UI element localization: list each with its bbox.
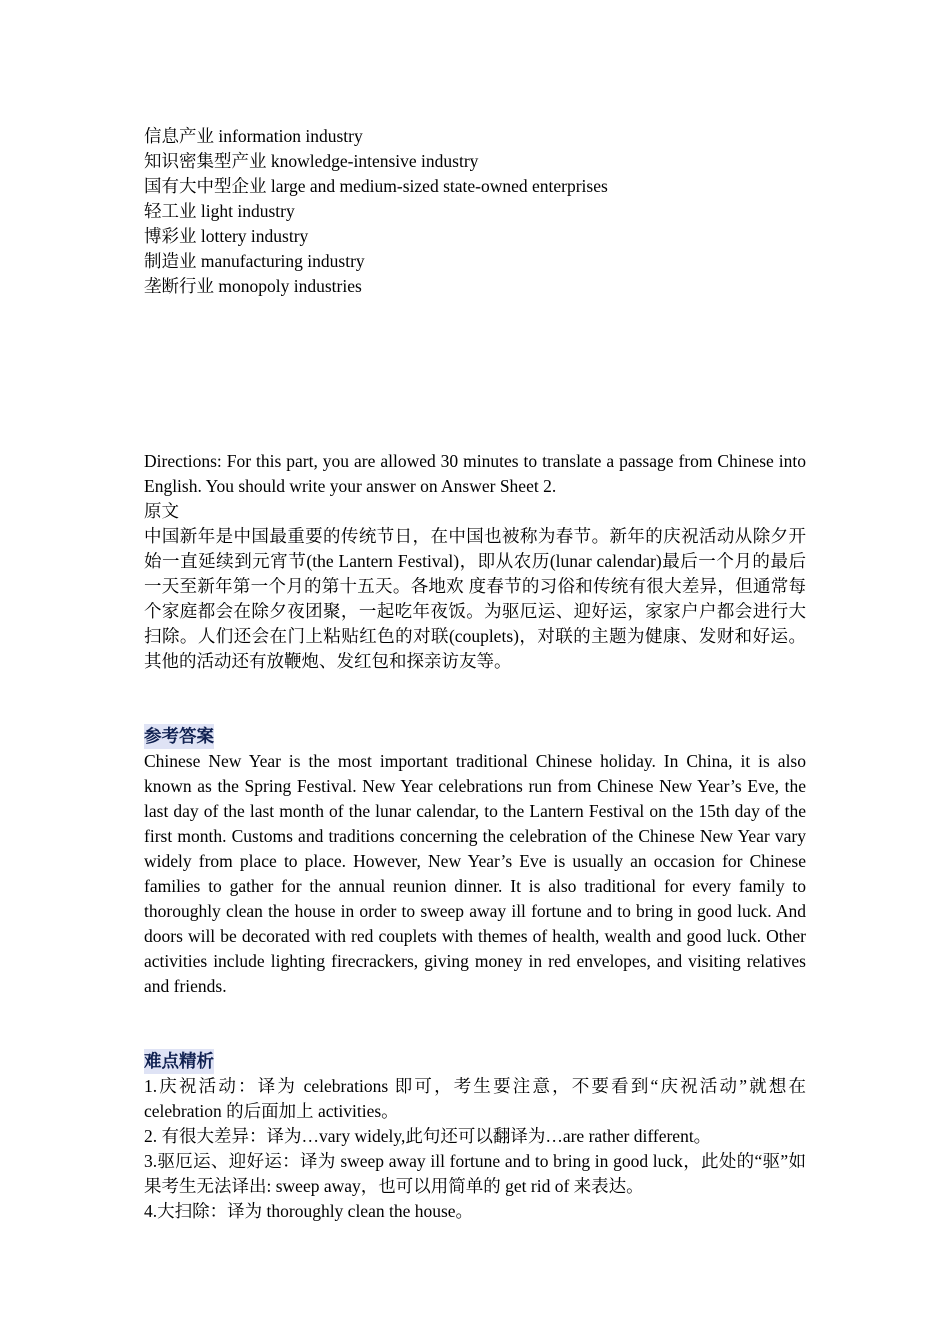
- analysis-item: 1.庆祝活动：译为 celebrations 即可，考生要注意，不要看到“庆祝活动”就想在 celebration 的后面加上 activities。: [144, 1076, 806, 1121]
- analysis-section: [144, 1049, 806, 1224]
- vocab-item: 制造业 manufacturing industry: [144, 251, 365, 271]
- vocab-item: 国有大中型企业 large and medium-sized state-owned enterprises: [144, 176, 608, 196]
- answer-passage: Chinese New Year is the most important traditional Chinese holiday. In China, it is also known as the Spring Festival. New Year celebrations run from Chinese New Year’s Eve, the last day of the last month of the lunar calendar, to the Lantern Festival on the 15th day of the first month. Customs and traditions concerning the celebration of the Chinese New Year vary widely from place to place. However, New Year’s Eve is usually an occasion for Chinese families to gather for the annual reunion dinner. It is also traditional for every family to thoroughly clean the house in order to sweep away ill fortune and to bring in good luck. And doors will be decorated with red couplets with themes of health, wealth and good luck. Other activities include lighting firecrackers, giving money in red envelopes, and visiting relatives and friends.: [144, 751, 806, 996]
- vocab-item: 垄断行业 monopoly industries: [144, 276, 362, 296]
- answer-section: [144, 724, 806, 999]
- analysis-heading: 难点精析: [144, 1049, 214, 1074]
- analysis-item: 4.大扫除：译为 thoroughly clean the house。: [144, 1201, 474, 1221]
- original-passage: 中国新年是中国最重要的传统节日，在中国也被称为春节。新年的庆祝活动从除夕开始一直延续到元宵节(the Lantern Festival)，即从农历(lunar calendar)最后一个月的最后一天至新年第一个月的第十五天。各地欢 度春节的习俗和传统有很大差异，但通常每个家庭都会在除夕夜团聚，一起吃年夜饭。为驱厄运、迎好运，家家户户都会进行大扫除。人们还会在门上粘贴红色的对联(couplets)，对联的主题为健康、发财和好运。其他的活动还有放鞭炮、发红包和探亲访友等。: [144, 526, 806, 671]
- vertical-gap: [144, 999, 806, 1049]
- vocabulary-list: [144, 124, 806, 299]
- vocab-item: 信息产业 information industry: [144, 126, 363, 146]
- answer-heading: 参考答案: [144, 724, 214, 749]
- document-page: [144, 124, 806, 1224]
- original-label: 原文: [144, 501, 179, 521]
- directions-text: Directions: For this part, you are allowed 30 minutes to translate a passage from Chinese into English. You should write your answer on Answer Sheet 2.: [144, 451, 806, 496]
- vocab-item: 博彩业 lottery industry: [144, 226, 309, 246]
- vertical-gap: [144, 674, 806, 724]
- analysis-item: 2. 有很大差异：译为…vary widely,此句还可以翻译为…are rather different。: [144, 1126, 712, 1146]
- vertical-gap: [144, 299, 806, 449]
- vocab-item: 轻工业 light industry: [144, 201, 295, 221]
- vocab-item: 知识密集型产业 knowledge-intensive industry: [144, 151, 479, 171]
- analysis-item: 3.驱厄运、迎好运：译为 sweep away ill fortune and to bring in good luck，此处的“驱”如果考生无法译出: sweep away，也可以用简单的 get rid of 来表达。: [144, 1151, 806, 1196]
